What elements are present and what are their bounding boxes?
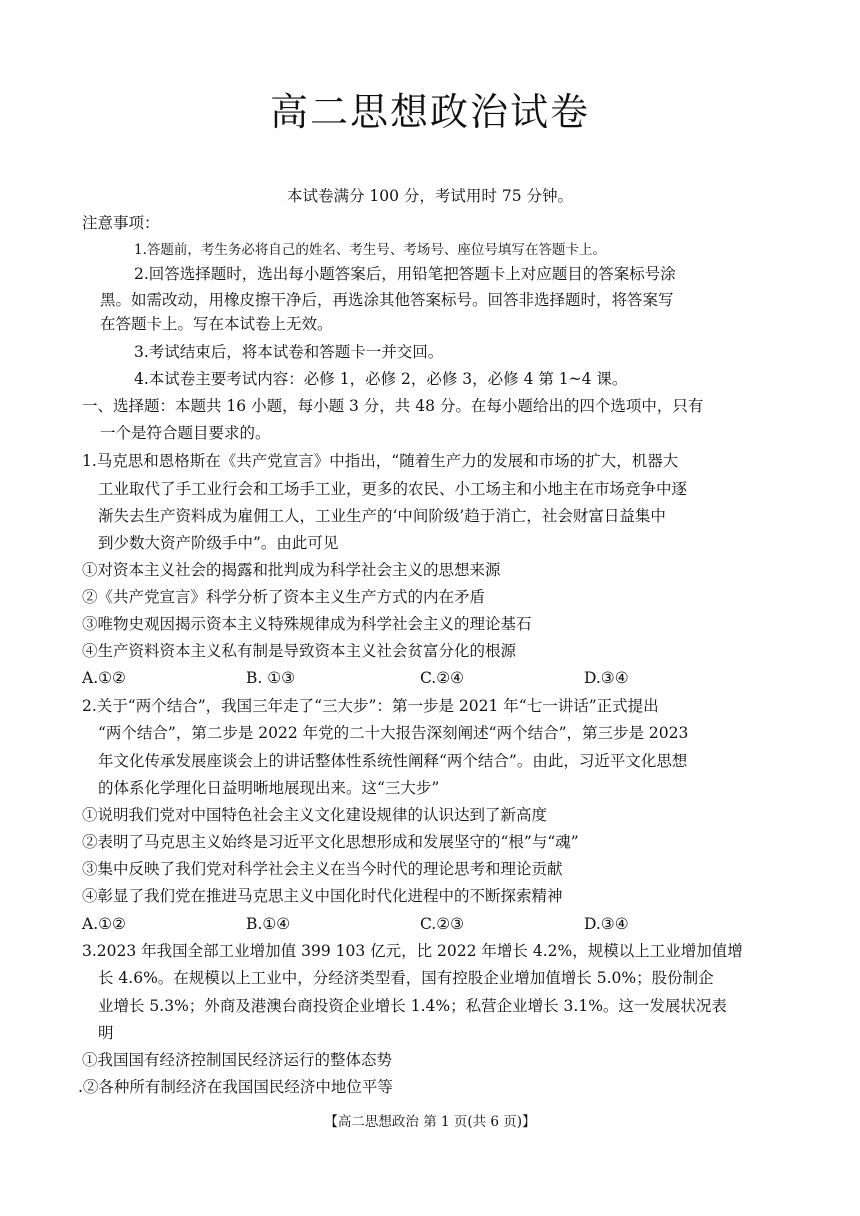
q1-stem: 1.马克思和恩格斯在《共产党宣言》中指出，“随着生产力的发展和市场的扩大，机器大 bbox=[82, 452, 679, 470]
exam-title: 高二思想政治试卷 bbox=[269, 90, 590, 134]
notes-heading: 注意事项： bbox=[82, 214, 160, 232]
q3-stem: 长 4.6%。在规模以上工业中，分经济类型看，国有控股企业增加值增长 5.0%；股份制企 bbox=[98, 969, 714, 987]
q2-option-d: D.③④ bbox=[584, 915, 629, 933]
section-heading-cont: 一个是符合题目要求的。 bbox=[100, 424, 271, 442]
page-footer: 【高二思想政治 第 1 页(共 6 页)】 bbox=[324, 1114, 536, 1130]
note-4: 4.本试卷主要考试内容：必修 1，必修 2，必修 3，必修 4 第 1~4 课。 bbox=[134, 370, 628, 388]
q1-statement-1: ①对资本主义社会的揭露和批判成为科学社会主义的思想来源 bbox=[82, 561, 501, 579]
q1-option-c: C.②④ bbox=[420, 669, 465, 687]
q2-statement-3: ③集中反映了我们党对科学社会主义在当今时代的理论思考和理论贡献 bbox=[82, 860, 563, 878]
q2-option-b: B.①④ bbox=[246, 915, 291, 933]
q1-option-b: B. ①③ bbox=[246, 669, 296, 687]
q2-option-a: A.①② bbox=[82, 915, 126, 933]
q1-statement-4: ④生产资料资本主义私有制是导致资本主义社会贫富分化的根源 bbox=[82, 642, 517, 660]
q1-statement-3: ③唯物史观因揭示资本主义特殊规律成为科学社会主义的理论基石 bbox=[82, 615, 532, 633]
q2-statement-1: ①说明我们党对中国特色社会主义文化建设规律的认识达到了新高度 bbox=[82, 806, 548, 824]
q2-option-c: C.②③ bbox=[420, 915, 465, 933]
note-1: 1.答题前，考生务必将自己的姓名、考生号、考场号、座位号填写在答题卡上。 bbox=[134, 242, 606, 258]
q3-statement-1: ①我国国有经济控制国民经济运行的整体态势 bbox=[82, 1051, 393, 1069]
q3-statement-2: .②各种所有制经济在我国国民经济中地位平等 bbox=[78, 1078, 393, 1096]
q1-stem: 渐失去生产资料成为雇佣工人，工业生产的‘中间阶级’趋于消亡，社会财富日益集中 bbox=[98, 507, 666, 525]
note-2-cont: 在答题卡上。写在本试卷上无效。 bbox=[100, 315, 333, 333]
note-2-cont: 黑。如需改动，用橡皮擦干净后，再选涂其他答案标号。回答非选择题时，将答案写 bbox=[100, 291, 674, 309]
q2-statement-4: ④彰显了我们党在推进马克思主义中国化时代化进程中的不断探索精神 bbox=[82, 887, 563, 905]
note-2: 2.回答选择题时，选出每小题答案后，用铅笔把答题卡上对应题目的答案标号涂 bbox=[134, 265, 676, 283]
q1-option-a: A.①② bbox=[82, 669, 126, 687]
q2-statement-2: ②表明了马克思主义始终是习近平文化思想形成和发展坚守的“根”与“魂” bbox=[82, 833, 579, 851]
q1-statement-2: ②《共产党宣言》科学分析了资本主义生产方式的内在矛盾 bbox=[82, 588, 486, 606]
exam-subtitle: 本试卷满分 100 分，考试用时 75 分钟。 bbox=[286, 187, 574, 205]
q1-option-d: D.③④ bbox=[584, 669, 629, 687]
q1-stem: 到少数大资产阶级手中”。由此可见 bbox=[98, 534, 339, 552]
note-3: 3.考试结束后，将本试卷和答题卡一并交回。 bbox=[134, 343, 444, 361]
q3-stem: 3.2023 年我国全部工业增加值 399 103 亿元，比 2022 年增长 4.2%，规模以上工业增加值增 bbox=[82, 942, 743, 960]
q2-stem: 的体系化学理化日益明晰地展现出来。这“三大步” bbox=[98, 779, 440, 797]
q2-stem: 年文化传承发展座谈会上的讲话整体性系统性阐释“两个结合”。由此，习近平文化思想 bbox=[98, 752, 688, 770]
q2-stem: 2.关于“两个结合”，我国三年走了“三大步”：第一步是 2021 年“七一讲话”正式提出 bbox=[82, 697, 659, 715]
q3-stem: 业增长 5.3%；外商及港澳台商投资企业增长 1.4%；私营企业增长 3.1%。这一发展状况表 bbox=[98, 997, 727, 1015]
q1-stem: 工业取代了手工业行会和工场手工业，更多的农民、小工场主和小地主在市场竞争中逐 bbox=[98, 480, 688, 498]
q2-stem: “两个结合”，第二步是 2022 年党的二十大报告深刻阐述“两个结合”，第三步是 2023 bbox=[98, 724, 689, 742]
q3-stem: 明 bbox=[98, 1024, 114, 1042]
section-heading: 一、选择题：本题共 16 小题，每小题 3 分，共 48 分。在每小题给出的四个选项中，只有 bbox=[82, 397, 704, 415]
